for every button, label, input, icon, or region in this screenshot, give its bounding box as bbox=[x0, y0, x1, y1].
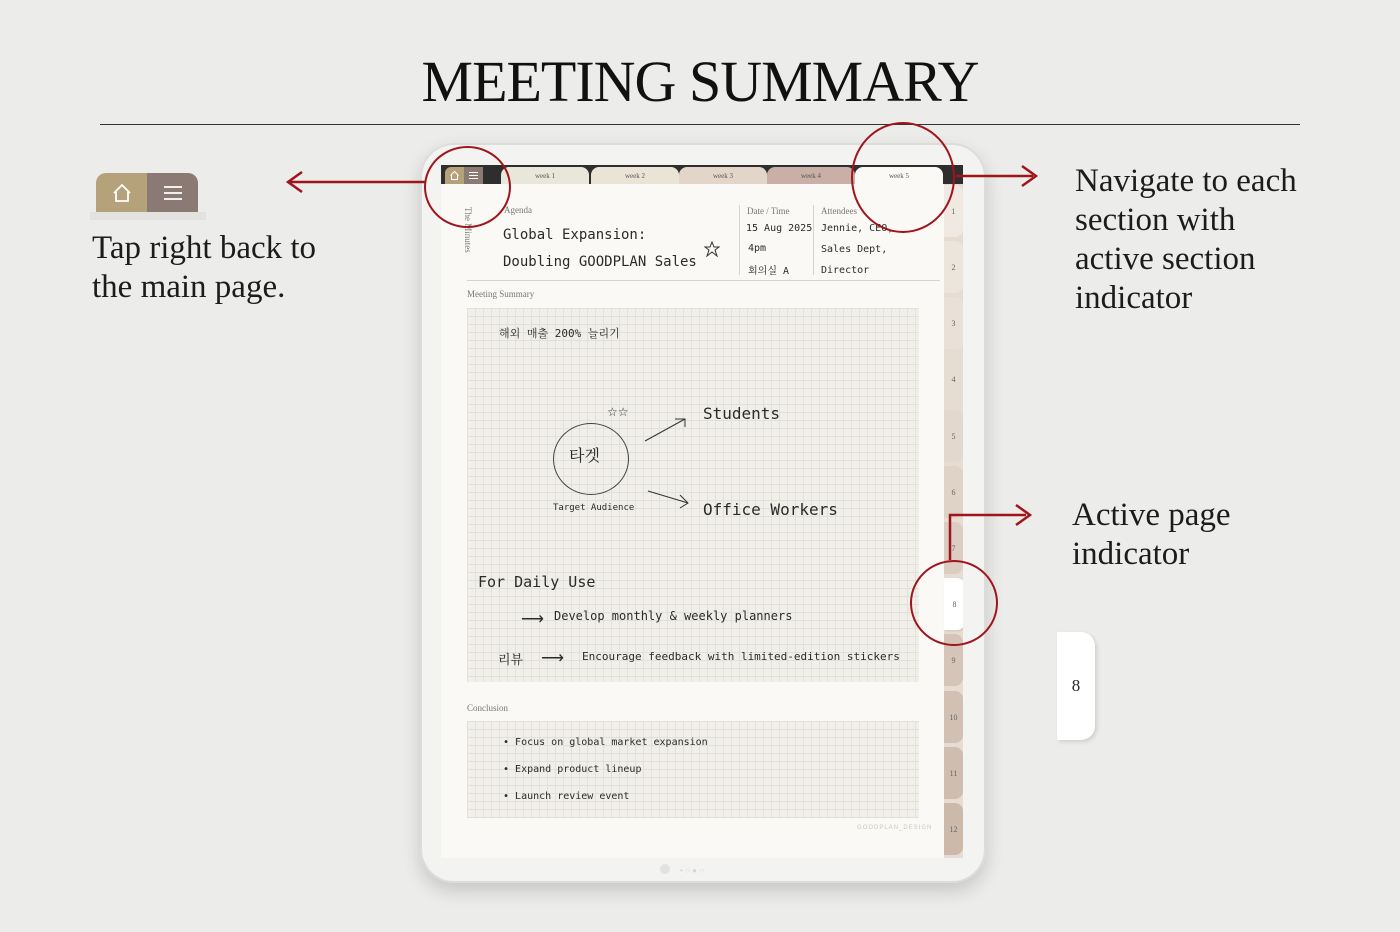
conclusion-item-2: • Expand product lineup bbox=[503, 764, 642, 775]
room-value: 회의실 A bbox=[748, 266, 790, 277]
side-tab-3[interactable]: 3 bbox=[944, 297, 963, 349]
side-tab-1[interactable]: 1 bbox=[944, 185, 963, 237]
summary-label: Meeting Summary bbox=[467, 289, 535, 299]
target-korean: 타겟 bbox=[569, 446, 600, 465]
students-text: Students bbox=[703, 404, 781, 423]
target-english: Target Audience bbox=[553, 503, 635, 513]
time-value: 4pm bbox=[748, 243, 767, 254]
side-tab-5[interactable]: 5 bbox=[944, 410, 963, 462]
callout-page-text: Active page indicator bbox=[1072, 497, 1231, 572]
arrow-icon: ⟶ bbox=[521, 611, 544, 628]
page-title: MEETING SUMMARY bbox=[421, 49, 979, 114]
side-tab-4[interactable]: 4 bbox=[944, 353, 963, 405]
watermark: GOODPLAN_DESIGN bbox=[857, 825, 933, 831]
side-tab-10[interactable]: 10 bbox=[944, 691, 963, 743]
callout-home-text: Tap right back to the main page. bbox=[92, 230, 317, 305]
encourage-text: Encourage feedback with limited-edition stickers bbox=[582, 650, 900, 663]
vertical-label: The Minutes bbox=[463, 207, 473, 253]
side-tab-6[interactable]: 6 bbox=[944, 466, 963, 518]
attendees-line-3: Director bbox=[821, 265, 870, 276]
summary-goal: 해외 매출 200% 늘리기 bbox=[499, 327, 620, 340]
side-tab-11[interactable]: 11 bbox=[944, 747, 963, 799]
side-tab-9[interactable]: 9 bbox=[944, 634, 963, 686]
datetime-label: Date / Time bbox=[747, 206, 790, 216]
review-korean: 리뷰 bbox=[498, 653, 524, 668]
daily-use-text: For Daily Use bbox=[478, 573, 596, 591]
side-tab-7[interactable]: 7 bbox=[944, 522, 963, 574]
conclusion-item-3-text: Launch review event bbox=[515, 791, 630, 802]
develop-text: Develop monthly & weekly planners bbox=[554, 609, 793, 623]
attendees-line-2: Sales Dept, bbox=[821, 244, 888, 255]
attendees-line-1: Jennie, CEO, bbox=[821, 223, 894, 234]
agenda-label: Agenda bbox=[504, 205, 532, 215]
arrow-icon: ⟶ bbox=[541, 650, 564, 667]
office-workers-text: Office Workers bbox=[703, 500, 838, 519]
tab-week-2[interactable]: week 2 bbox=[591, 167, 679, 184]
side-tab-12[interactable]: 12 bbox=[944, 803, 963, 855]
active-page-tab-preview: 8 bbox=[1057, 632, 1095, 740]
tab-week-1[interactable]: week 1 bbox=[501, 167, 589, 184]
agenda-line-1: Global Expansion: bbox=[503, 227, 647, 243]
tab-week-5[interactable]: week 5 bbox=[855, 167, 943, 184]
conclusion-item-3: • Launch review event bbox=[503, 791, 630, 802]
conclusion-item-1-text: Focus on global market expansion bbox=[515, 737, 708, 748]
conclusion-item-1: • Focus on global market expansion bbox=[503, 737, 708, 748]
callout-sections-text: Navigate to each section with active section indicator bbox=[1075, 163, 1297, 316]
conclusion-item-2-text: Expand product lineup bbox=[515, 764, 642, 775]
tablet-indicator-dots: • ○ ● ○ bbox=[680, 866, 704, 875]
side-tab-2[interactable]: 2 bbox=[944, 241, 963, 293]
star-icon: ☆☆ bbox=[607, 405, 629, 419]
date-value: 15 Aug 2025 bbox=[746, 223, 813, 234]
side-tab-8-active[interactable]: 8 bbox=[944, 578, 963, 630]
tab-week-3[interactable]: week 3 bbox=[679, 167, 767, 184]
agenda-line-2: Doubling GOODPLAN Sales bbox=[503, 254, 697, 270]
tab-week-4[interactable]: week 4 bbox=[767, 167, 855, 184]
conclusion-label: Conclusion bbox=[467, 703, 509, 713]
attendees-label: Attendees bbox=[821, 206, 857, 216]
